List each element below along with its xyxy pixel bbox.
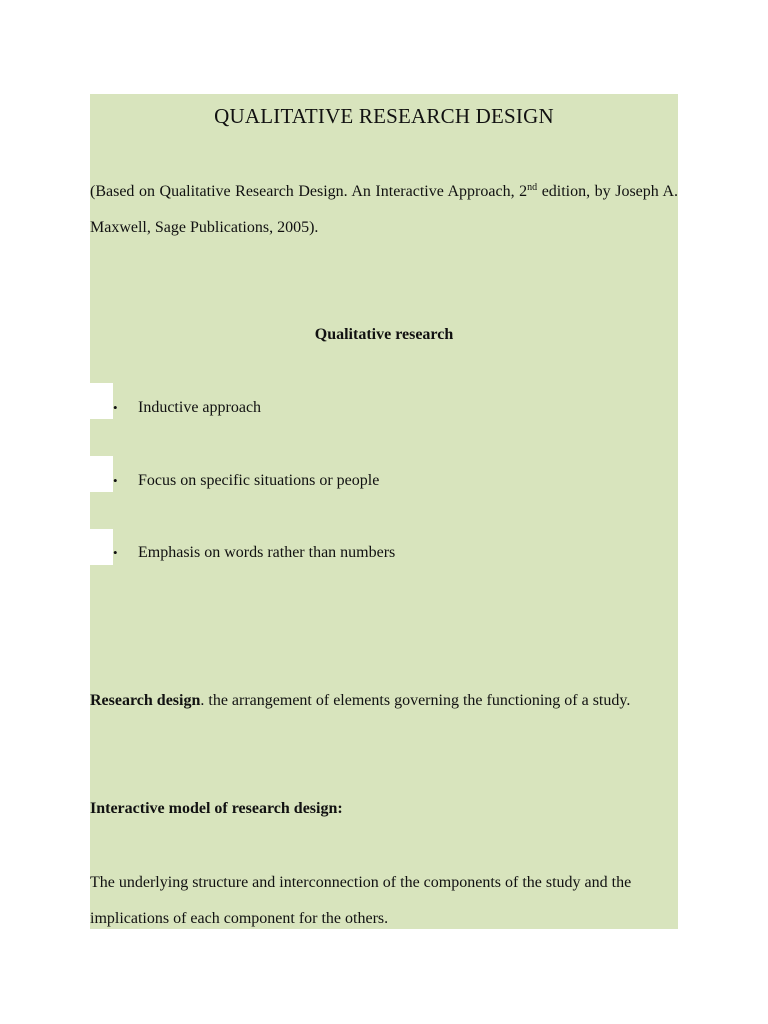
interactive-model-heading: [90, 791, 678, 827]
research-design-term: Research design: [90, 692, 201, 709]
bullet-icon: •: [113, 545, 118, 560]
citation-text: (Based on Qualitative Research Design. An Interactive Approach, 2: [90, 183, 528, 200]
citation-text-end: edition, by Joseph A. Maxwell, Sage Publications, 2005).: [90, 183, 678, 236]
bullet-icon: •: [113, 400, 118, 415]
list-item: [90, 535, 678, 571]
list-item-text: Emphasis on words rather than numbers: [138, 544, 396, 561]
list-item: [90, 463, 678, 499]
citation-superscript: nd: [527, 182, 538, 193]
citation-paragraph: [90, 174, 678, 246]
research-design-definition: . the arrangement of elements governing the functioning of a study.: [200, 692, 631, 709]
list-item-text: Focus on specific situations or people: [138, 472, 380, 489]
section-heading: Qualitative research: [314, 326, 454, 343]
list-item: [90, 390, 678, 426]
research-design-paragraph: [90, 683, 678, 719]
interactive-model-heading-text: Interactive model of research design:: [90, 800, 343, 817]
bullet-icon: •: [113, 473, 118, 488]
document-title: QUALITATIVE RESEARCH DESIGN: [214, 104, 554, 128]
interactive-model-paragraph: The underlying structure and interconnection of the components of the study and the implications of each component for the others.: [90, 874, 632, 927]
list-item-text: Inductive approach: [138, 399, 262, 416]
